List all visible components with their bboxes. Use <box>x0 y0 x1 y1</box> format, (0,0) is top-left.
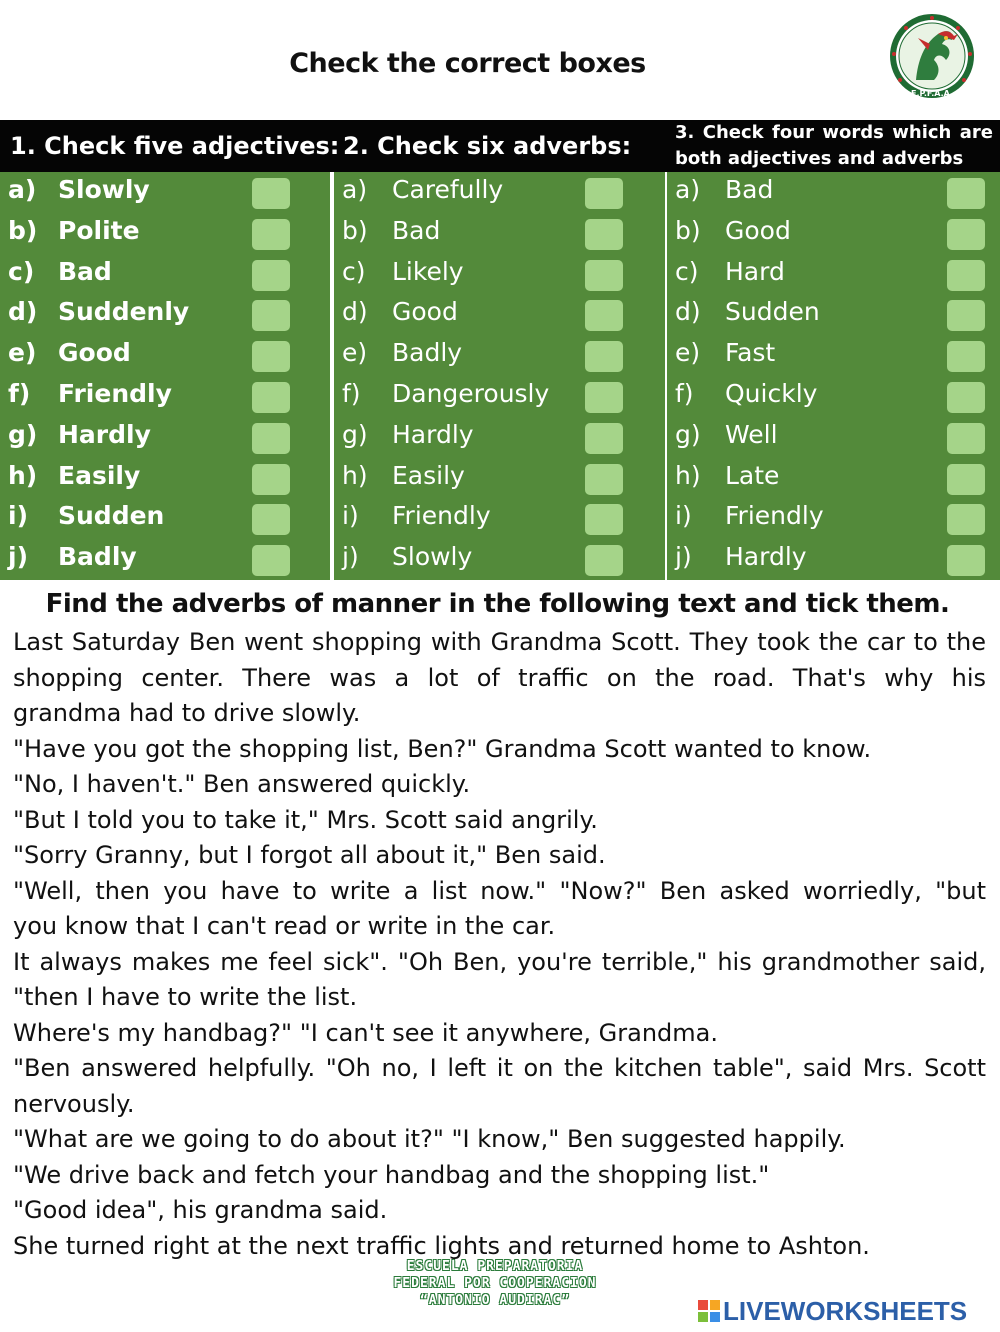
option-word: Late <box>725 460 780 490</box>
mark-square <box>698 1300 708 1310</box>
option-letter: h) <box>675 460 701 490</box>
option-letter: f) <box>675 379 694 408</box>
story-line: "We drive back and fetch your handbag and the shopping list." <box>13 1160 770 1189</box>
answer-checkbox[interactable] <box>252 545 290 576</box>
option-row <box>334 539 665 579</box>
option-row <box>334 498 665 538</box>
school-name-line: ESCUELA PREPARATORIA <box>406 1259 584 1274</box>
option-letter: a) <box>675 175 701 204</box>
option-word: Likely <box>392 256 464 286</box>
option-letter: g) <box>8 419 38 449</box>
reading-text <box>13 625 986 1264</box>
answer-checkbox[interactable] <box>585 504 623 535</box>
option-row <box>667 335 1000 375</box>
option-row <box>0 294 330 334</box>
option-row <box>667 417 1000 457</box>
option-row <box>334 417 665 457</box>
option-row <box>0 539 330 579</box>
option-word: Hard <box>725 256 785 286</box>
option-word: Slowly <box>58 175 150 204</box>
option-row <box>0 254 330 294</box>
option-word: Friendly <box>725 501 824 531</box>
story-line: "Well, then you have to write a list now." "Now?" Ben asked worriedly, "but <box>13 876 986 905</box>
option-row <box>334 294 665 334</box>
option-row <box>667 294 1000 334</box>
option-word: Hardly <box>725 542 807 572</box>
option-word: Polite <box>58 215 140 245</box>
school-name-line: FEDERAL POR COOPERACION <box>393 1276 597 1291</box>
option-row <box>667 254 1000 294</box>
option-word: Well <box>725 419 778 449</box>
school-name-line: “ANTONIO AUDIRAC” <box>419 1293 571 1308</box>
liveworksheets-mark-icon <box>698 1300 720 1322</box>
story-line: shopping center. There was a lot of traffic on the road. That's why his <box>13 663 986 692</box>
svg-text:E.P.F.A.A.: E.P.F.A.A. <box>910 89 954 98</box>
checkbox-grid <box>0 172 1000 580</box>
option-letter: b) <box>675 215 701 245</box>
option-word: Sudden <box>725 297 820 327</box>
option-row <box>334 376 665 416</box>
option-row <box>0 376 330 416</box>
option-word: Good <box>725 215 791 245</box>
option-letter: b) <box>8 215 38 245</box>
option-word: Good <box>392 297 458 327</box>
option-row <box>667 498 1000 538</box>
option-word: Sudden <box>58 501 165 531</box>
option-word: Friendly <box>58 379 172 408</box>
story-line: "No, I haven't." Ben answered quickly. <box>13 770 471 798</box>
option-letter: i) <box>342 501 359 531</box>
answer-checkbox[interactable] <box>947 464 985 495</box>
option-word: Easily <box>392 460 465 490</box>
option-letter: d) <box>675 297 701 327</box>
option-row <box>667 539 1000 579</box>
story-line: "Have you got the shopping list, Ben?" Grandma Scott wanted to know. <box>13 734 872 763</box>
option-word: Dangerously <box>392 379 550 408</box>
option-word: Badly <box>392 338 463 368</box>
option-letter: h) <box>342 460 368 490</box>
option-word: Badly <box>58 542 137 572</box>
option-letter: f) <box>342 379 361 408</box>
option-letter: h) <box>8 460 38 490</box>
option-letter: e) <box>675 338 701 368</box>
option-letter: i) <box>675 501 692 531</box>
option-row <box>0 213 330 253</box>
story-line: Last Saturday Ben went shopping with Grandma Scott. They took the car to the <box>13 628 986 656</box>
option-letter: f) <box>8 379 31 408</box>
answer-checkbox[interactable] <box>947 423 985 454</box>
answer-checkbox[interactable] <box>947 178 985 209</box>
option-word: Easily <box>58 460 141 490</box>
option-letter: g) <box>675 419 701 449</box>
option-word: Bad <box>392 215 441 245</box>
story-line: Where's my handbag?" "I can't see it anywhere, Grandma. <box>13 1018 718 1047</box>
option-row <box>334 458 665 498</box>
option-word: Friendly <box>392 501 491 531</box>
answer-checkbox[interactable] <box>252 300 290 331</box>
option-row <box>334 213 665 253</box>
option-letter: a) <box>342 175 368 204</box>
answer-checkbox[interactable] <box>252 382 290 413</box>
story-line: "then I have to write the list. <box>13 983 358 1011</box>
answer-checkbox[interactable] <box>252 219 290 250</box>
mark-square <box>710 1312 720 1322</box>
option-word: Suddenly <box>58 297 190 327</box>
story-line: you know that I can't read or write in the car. <box>13 912 556 940</box>
liveworksheets-logo[interactable] <box>698 1296 967 1326</box>
answer-checkbox[interactable] <box>585 382 623 413</box>
worksheet-title: Check the correct boxes <box>289 48 646 79</box>
answer-checkbox[interactable] <box>585 423 623 454</box>
story-line: grandma had to drive slowly. <box>13 699 361 727</box>
answer-checkbox[interactable] <box>252 423 290 454</box>
option-letter: j) <box>675 542 692 572</box>
option-row <box>334 172 665 212</box>
option-row <box>0 498 330 538</box>
option-row <box>0 335 330 375</box>
answer-checkbox[interactable] <box>252 464 290 495</box>
answer-checkbox[interactable] <box>252 504 290 535</box>
option-letter: d) <box>8 297 38 327</box>
instruction-heading: Find the adverbs of manner in the following text and tick them. <box>45 589 950 619</box>
story-line: "Ben answered helpfully. "Oh no, I left it on the kitchen table", said Mrs. Scott <box>13 1054 986 1082</box>
question-2-heading: 2. Check six adverbs: <box>343 132 632 160</box>
story-line: "What are we going to do about it?" "I know," Ben suggested happily. <box>13 1125 846 1153</box>
liveworksheets-wordmark: LIVEWORKSHEETS <box>723 1295 968 1326</box>
adjectives-column <box>0 172 330 580</box>
both-column <box>667 172 1000 580</box>
answer-checkbox[interactable] <box>585 545 623 576</box>
option-word: Quickly <box>725 379 818 408</box>
answer-checkbox[interactable] <box>585 178 623 209</box>
story-line: It always makes me feel sick". "Oh Ben, you're terrible," his grandmother said, <box>13 947 986 976</box>
answer-checkbox[interactable] <box>947 341 985 372</box>
questions-header-bar <box>0 120 1000 172</box>
question-3-heading: 3. Check four words which are both adjectives and adverbs <box>675 122 993 169</box>
answer-checkbox[interactable] <box>947 545 985 576</box>
school-crest-icon <box>888 10 976 106</box>
mark-square <box>698 1312 708 1322</box>
school-name <box>360 1258 630 1309</box>
option-row <box>0 458 330 498</box>
answer-checkbox[interactable] <box>585 260 623 291</box>
option-letter: j) <box>342 542 359 572</box>
option-letter: e) <box>342 338 368 368</box>
option-letter: c) <box>675 256 699 286</box>
option-word: Hardly <box>392 419 474 449</box>
answer-checkbox[interactable] <box>585 341 623 372</box>
story-line: nervously. <box>13 1089 135 1118</box>
option-row <box>667 376 1000 416</box>
option-row <box>667 458 1000 498</box>
option-letter: a) <box>8 175 37 204</box>
option-letter: b) <box>342 215 368 245</box>
option-row <box>0 417 330 457</box>
option-row <box>334 335 665 375</box>
adverbs-column <box>334 172 665 580</box>
answer-checkbox[interactable] <box>585 464 623 495</box>
answer-checkbox[interactable] <box>947 260 985 291</box>
story-line: "Sorry Granny, but I forgot all about it," Ben said. <box>13 841 606 869</box>
story-line: "But I told you to take it," Mrs. Scott said angrily. <box>13 805 598 834</box>
option-word: Bad <box>58 256 112 286</box>
option-row <box>0 172 330 212</box>
story-line: She turned right at the next traffic lights and returned home to Ashton. <box>13 1231 870 1260</box>
option-row <box>667 172 1000 212</box>
question-1-heading: 1. Check five adjectives: <box>10 132 340 160</box>
option-row <box>667 213 1000 253</box>
option-letter: g) <box>342 419 368 449</box>
answer-checkbox[interactable] <box>947 300 985 331</box>
option-letter: c) <box>8 256 35 286</box>
answer-checkbox[interactable] <box>252 260 290 291</box>
answer-checkbox[interactable] <box>947 382 985 413</box>
option-row <box>334 254 665 294</box>
option-letter: c) <box>342 256 366 286</box>
answer-checkbox[interactable] <box>947 219 985 250</box>
option-word: Bad <box>725 175 774 204</box>
option-word: Fast <box>725 338 776 368</box>
option-word: Hardly <box>58 419 151 449</box>
mark-square <box>710 1300 720 1310</box>
option-word: Carefully <box>392 175 504 204</box>
option-word: Good <box>58 338 131 368</box>
option-letter: d) <box>342 297 368 327</box>
answer-checkbox[interactable] <box>252 178 290 209</box>
answer-checkbox[interactable] <box>947 504 985 535</box>
story-line: "Good idea", his grandma said. <box>13 1196 388 1224</box>
option-letter: e) <box>8 338 37 368</box>
option-letter: j) <box>8 542 28 572</box>
answer-checkbox[interactable] <box>585 219 623 250</box>
option-letter: i) <box>8 501 28 531</box>
option-word: Slowly <box>392 542 473 572</box>
answer-checkbox[interactable] <box>252 341 290 372</box>
answer-checkbox[interactable] <box>585 300 623 331</box>
